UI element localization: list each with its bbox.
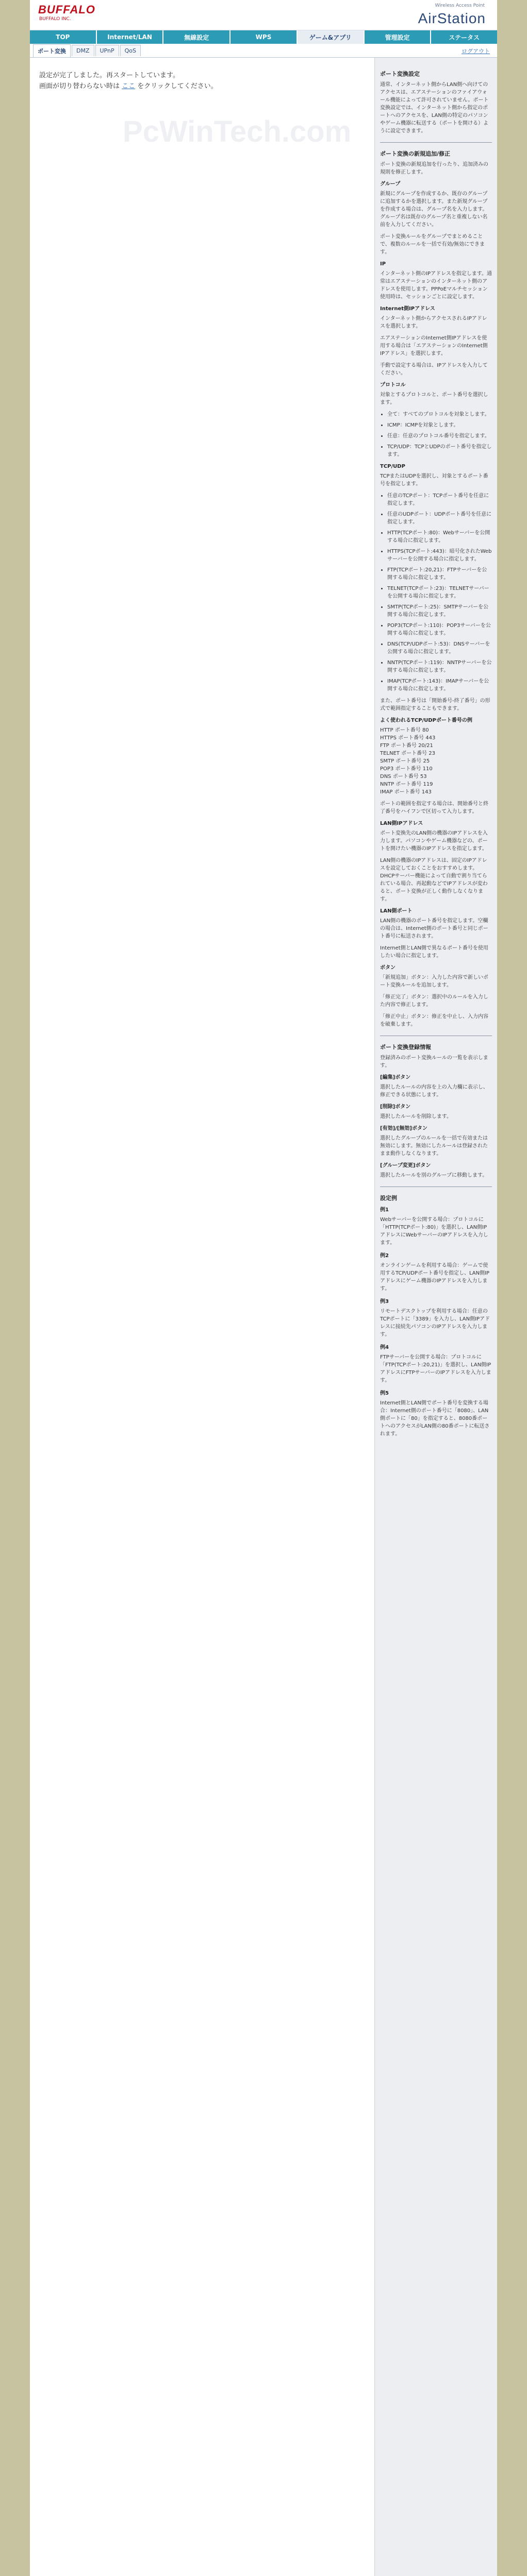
tab-wireless[interactable]: 無線設定 (163, 30, 230, 44)
tab-game-apps[interactable]: ゲーム&アプリ (298, 30, 365, 44)
help-heading-examples: 設定例 (380, 1195, 397, 1201)
redirect-link[interactable]: ここ (122, 82, 136, 90)
help-heading-lan-port: LAN側ポート (380, 908, 413, 914)
help-text: 登録済みのポート変換ルールの一覧を表示します。 (380, 1055, 488, 1069)
help-text: 「新規追加」ボタン：入力した内容で新しいポート変換ルールを追加します。 (380, 975, 488, 988)
help-text: ポート変換先のLAN側の機器のIPアドレスを入力します。パソコンやゲーム機器などの、ポートを開けたい機器のIPアドレスを指定します。 (380, 831, 488, 852)
list-item: SMTP ポート番号 25 (380, 758, 430, 764)
redirect-text: 画面が切り替わらない時は (39, 82, 122, 90)
example-text: Internet側とLAN側でポート番号を変換する場合：Internet側のポート番号に「8080」、LAN側ポートに「80」を指定すると、8080番ポートへのアクセスがLAN側の80番ポートに転送されます。 (380, 1400, 490, 1437)
subtab-upnp[interactable]: UPnP (95, 45, 119, 56)
help-text: インターネット側のIPアドレスを指定します。通常はエアステーションのインターネット側のアドレスを使用します。PPPoEマルチセッション使用時は、セッションごとに設定します。 (380, 271, 492, 300)
help-text: 手動で設定する場合は、IPアドレスを入力してください。 (380, 363, 488, 376)
help-text: LAN側の機器のIPアドレスは、固定のIPアドレスを設定しておくことをおすすめします。DHCPサーバー機能によって自動で割り当てられている場合、再起動などでIPアドレスが変わると、ポート変換が正しく動作しなくなります。 (380, 858, 488, 902)
example-item (380, 1252, 492, 1293)
subtab-qos[interactable]: QoS (120, 45, 141, 56)
example-text: FTPサーバーを公開する場合：プロトコルに「FTP(TCPポート:20,21)」を選択し、LAN側IPアドレスにFTPサーバーのIPアドレスを入力します。 (380, 1354, 491, 1383)
help-text: ポート変換ルールをグループでまとめることで、複数のルールを一括で有効/無効にできます。 (380, 234, 485, 255)
divider (380, 142, 492, 143)
help-text: 通常、インターネット側からLAN側へ向けてのアクセスは、エアステーションのファイアウォール機能によって許可されていません。ポート変換設定では、インターネット側から指定のポートへのアクセスを、LAN側の特定のパソコンやゲーム機器に転送する（ポートを開ける）ように設定できます。 (380, 82, 489, 134)
help-text: 「修正完了」ボタン：選択中のルールを入力した内容で修正します。 (380, 994, 488, 1008)
list-item: • ICMP：ICMPを対象とします。 (387, 421, 492, 429)
list-item: HTTPS ポート番号 443 (380, 735, 436, 741)
help-text: TCPまたはUDPを選択し、対象とするポート番号を指定します。 (380, 473, 488, 487)
sub-nav (30, 44, 497, 58)
list-item: DNS ポート番号 53 (380, 774, 427, 779)
help-heading-protocol: プロトコル (380, 382, 406, 388)
list-item: IMAP ポート番号 143 (380, 789, 432, 795)
example-item (380, 1344, 492, 1384)
redirect-message (39, 81, 363, 92)
subtab-dmz[interactable]: DMZ (72, 45, 94, 56)
product-name: AirStation (418, 10, 486, 26)
help-heading-tcp-udp: TCP/UDP (380, 464, 405, 469)
help-heading-enable-disable: [有効]/[無効]ボタン (380, 1126, 427, 1131)
logout-link[interactable]: ログアウト (462, 48, 490, 55)
help-heading-edit: [編集]ボタン (380, 1075, 411, 1080)
help-heading-wan-ip: Internet側IPアドレス (380, 306, 435, 312)
list-item: • POP3(TCPポート:110)：POP3サーバーを公開する場合に指定します。 (387, 622, 492, 637)
example-text: Webサーバーを公開する場合：プロトコルに「HTTP(TCPポート:80)」を選択し、LAN側IPアドレスにWebサーバーのIPアドレスを入力します。 (380, 1217, 488, 1246)
tab-wps[interactable]: WPS (230, 30, 298, 44)
help-text: 選択したグループのルールを一括で有効または無効にします。無効にしたルールは登録されたまま動作しなくなります。 (380, 1136, 488, 1157)
help-text: 選択したルールを削除します。 (380, 1114, 452, 1120)
list-item: HTTP ポート番号 80 (380, 727, 429, 733)
list-item: • IMAP(TCPポート:143)：IMAPサーバーを公開する場合に指定します。 (387, 677, 492, 693)
help-heading-common-ports: よく使われるTCP/UDPポート番号の例 (380, 718, 472, 723)
example-item (380, 1206, 492, 1247)
tab-status[interactable]: ステータス (431, 30, 497, 44)
help-text: Internet側とLAN側で異なるポート番号を使用したい場合に指定します。 (380, 945, 488, 959)
help-heading-group: グループ (380, 181, 401, 187)
list-item: • TCP/UDP：TCPとUDPのポート番号を指定します。 (387, 443, 492, 459)
list-item: FTP ポート番号 20/21 (380, 743, 433, 749)
watermark: PcWinTech.com (123, 115, 352, 148)
tab-top[interactable]: TOP (30, 30, 97, 44)
list-item: • FTP(TCPポート:20,21)：FTPサーバーを公開する場合に指定します。 (387, 566, 492, 582)
list-item: • TELNET(TCPポート:23)：TELNETサーバーを公開する場合に指定します。 (387, 585, 492, 600)
help-text: LAN側の機器のポート番号を指定します。空欄の場合は、Internet側のポート番号と同じポート番号に転送されます。 (380, 918, 488, 939)
port-list (380, 492, 492, 693)
brand-logo[interactable]: BUFFALO (38, 3, 95, 16)
help-heading-port-forwarding: ポート変換設定 (380, 71, 420, 77)
example-title: 例2 (380, 1253, 389, 1259)
example-text: オンラインゲームを利用する場合：ゲームで使用するTCP/UDPポート番号を指定し、LAN側IPアドレスにゲーム機器のIPアドレスを入力します。 (380, 1263, 490, 1292)
protocol-list (380, 411, 492, 459)
example-title: 例1 (380, 1207, 389, 1213)
example-title: 例5 (380, 1391, 389, 1396)
help-text: 選択したルールを別のグループに移動します。 (380, 1173, 488, 1178)
list-item: • SMTP(TCPポート:25)：SMTPサーバーを公開する場合に指定します。 (387, 603, 492, 619)
help-text: エアステーションのInternet側IPアドレスを使用する場合は「エアステーションのInternet側IPアドレス」を選択します。 (380, 335, 488, 357)
help-text: また、ポート番号は「開始番号-終了番号」の形式で範囲指定することもできます。 (380, 698, 490, 711)
help-text: ポートの範囲を指定する場合は、開始番号と終了番号をハイフンで区切って入力します。 (380, 801, 488, 815)
help-heading-buttons: ボタン (380, 965, 396, 971)
list-item: TELNET ポート番号 23 (380, 751, 435, 756)
example-item (380, 1389, 492, 1438)
tab-internet-lan[interactable]: Internet/LAN (97, 30, 164, 44)
help-text: インターネット側からアクセスされるIPアドレスを選択します。 (380, 316, 487, 329)
list-item: • 任意のTCPポート：TCPポート番号を任意に指定します。 (387, 492, 492, 507)
redirect-text-suffix: をクリックしてください。 (135, 82, 218, 90)
list-item: • HTTPS(TCPポート:443)：暗号化されたWebサーバーを公開する場合に指定します。 (387, 548, 492, 563)
example-title: 例4 (380, 1345, 389, 1350)
list-item: • NNTP(TCPポート:119)：NNTPサーバーを公開する場合に指定します。 (387, 659, 492, 674)
brand-subtitle: BUFFALO INC. (39, 16, 71, 22)
list-item: • 任意：任意のプロトコル番号を指定します。 (387, 432, 492, 440)
help-heading-add-edit: ポート変換の新規追加/修正 (380, 150, 451, 157)
page (30, 0, 497, 2576)
help-text: 新規にグループを作成するか、既存のグループに追加するかを選択します。また新規グループを作成する場合は、グループ名を入力します。グループ名は既存のグループ名と重複しない名前を入力してください。 (380, 191, 488, 228)
help-text: ポート変換の新規追加を行ったり、追加済みの規則を修正します。 (380, 162, 488, 175)
main-nav (30, 30, 497, 44)
help-text: 「修正中止」ボタン：修正を中止し、入力内容を破棄します。 (380, 1014, 488, 1027)
help-panel (374, 58, 497, 2576)
help-heading-group-change: [グループ変更]ボタン (380, 1163, 431, 1168)
help-text: 選択したルールの内容を上の入力欄に表示し、修正できる状態にします。 (380, 1084, 488, 1098)
list-item: • DNS(TCP/UDPポート:53)：DNSサーバーを公開する場合に指定します。 (387, 640, 492, 656)
help-heading-delete: [削除]ボタン (380, 1104, 411, 1110)
help-text: 対象とするプロトコルと、ポート番号を選択します。 (380, 392, 488, 405)
subtab-port-forwarding[interactable]: ポート変換 (33, 44, 71, 57)
example-item (380, 1298, 492, 1338)
example-text: リモートデスクトップを利用する場合：任意のTCPポートに「3389」を入力し、LAN側IPアドレスに接続先パソコンのIPアドレスを入力します。 (380, 1309, 490, 1337)
list-item: • 任意のUDPポート：UDPポート番号を任意に指定します。 (387, 511, 492, 526)
status-message (30, 58, 371, 92)
list-item: • 全て：すべてのプロトコルを対象とします。 (387, 411, 492, 418)
tab-admin[interactable]: 管理設定 (365, 30, 432, 44)
help-heading-ip: IP (380, 261, 386, 267)
main-content (30, 58, 371, 2576)
list-item: NNTP ポート番号 119 (380, 782, 433, 787)
header (30, 0, 497, 30)
help-heading-registered: ポート変換登録情報 (380, 1044, 431, 1050)
list-item: • HTTP(TCPポート:80)：Webサーバーを公開する場合に指定します。 (387, 529, 492, 545)
example-title: 例3 (380, 1299, 389, 1304)
restart-message: 設定が完了しました。再スタートしています。 (39, 72, 179, 79)
common-port-list (380, 726, 492, 796)
help-heading-lan-ip: LAN側IPアドレス (380, 821, 423, 826)
product-tagline: Wireless Access Point (435, 3, 485, 8)
list-item: POP3 ポート番号 110 (380, 766, 433, 772)
